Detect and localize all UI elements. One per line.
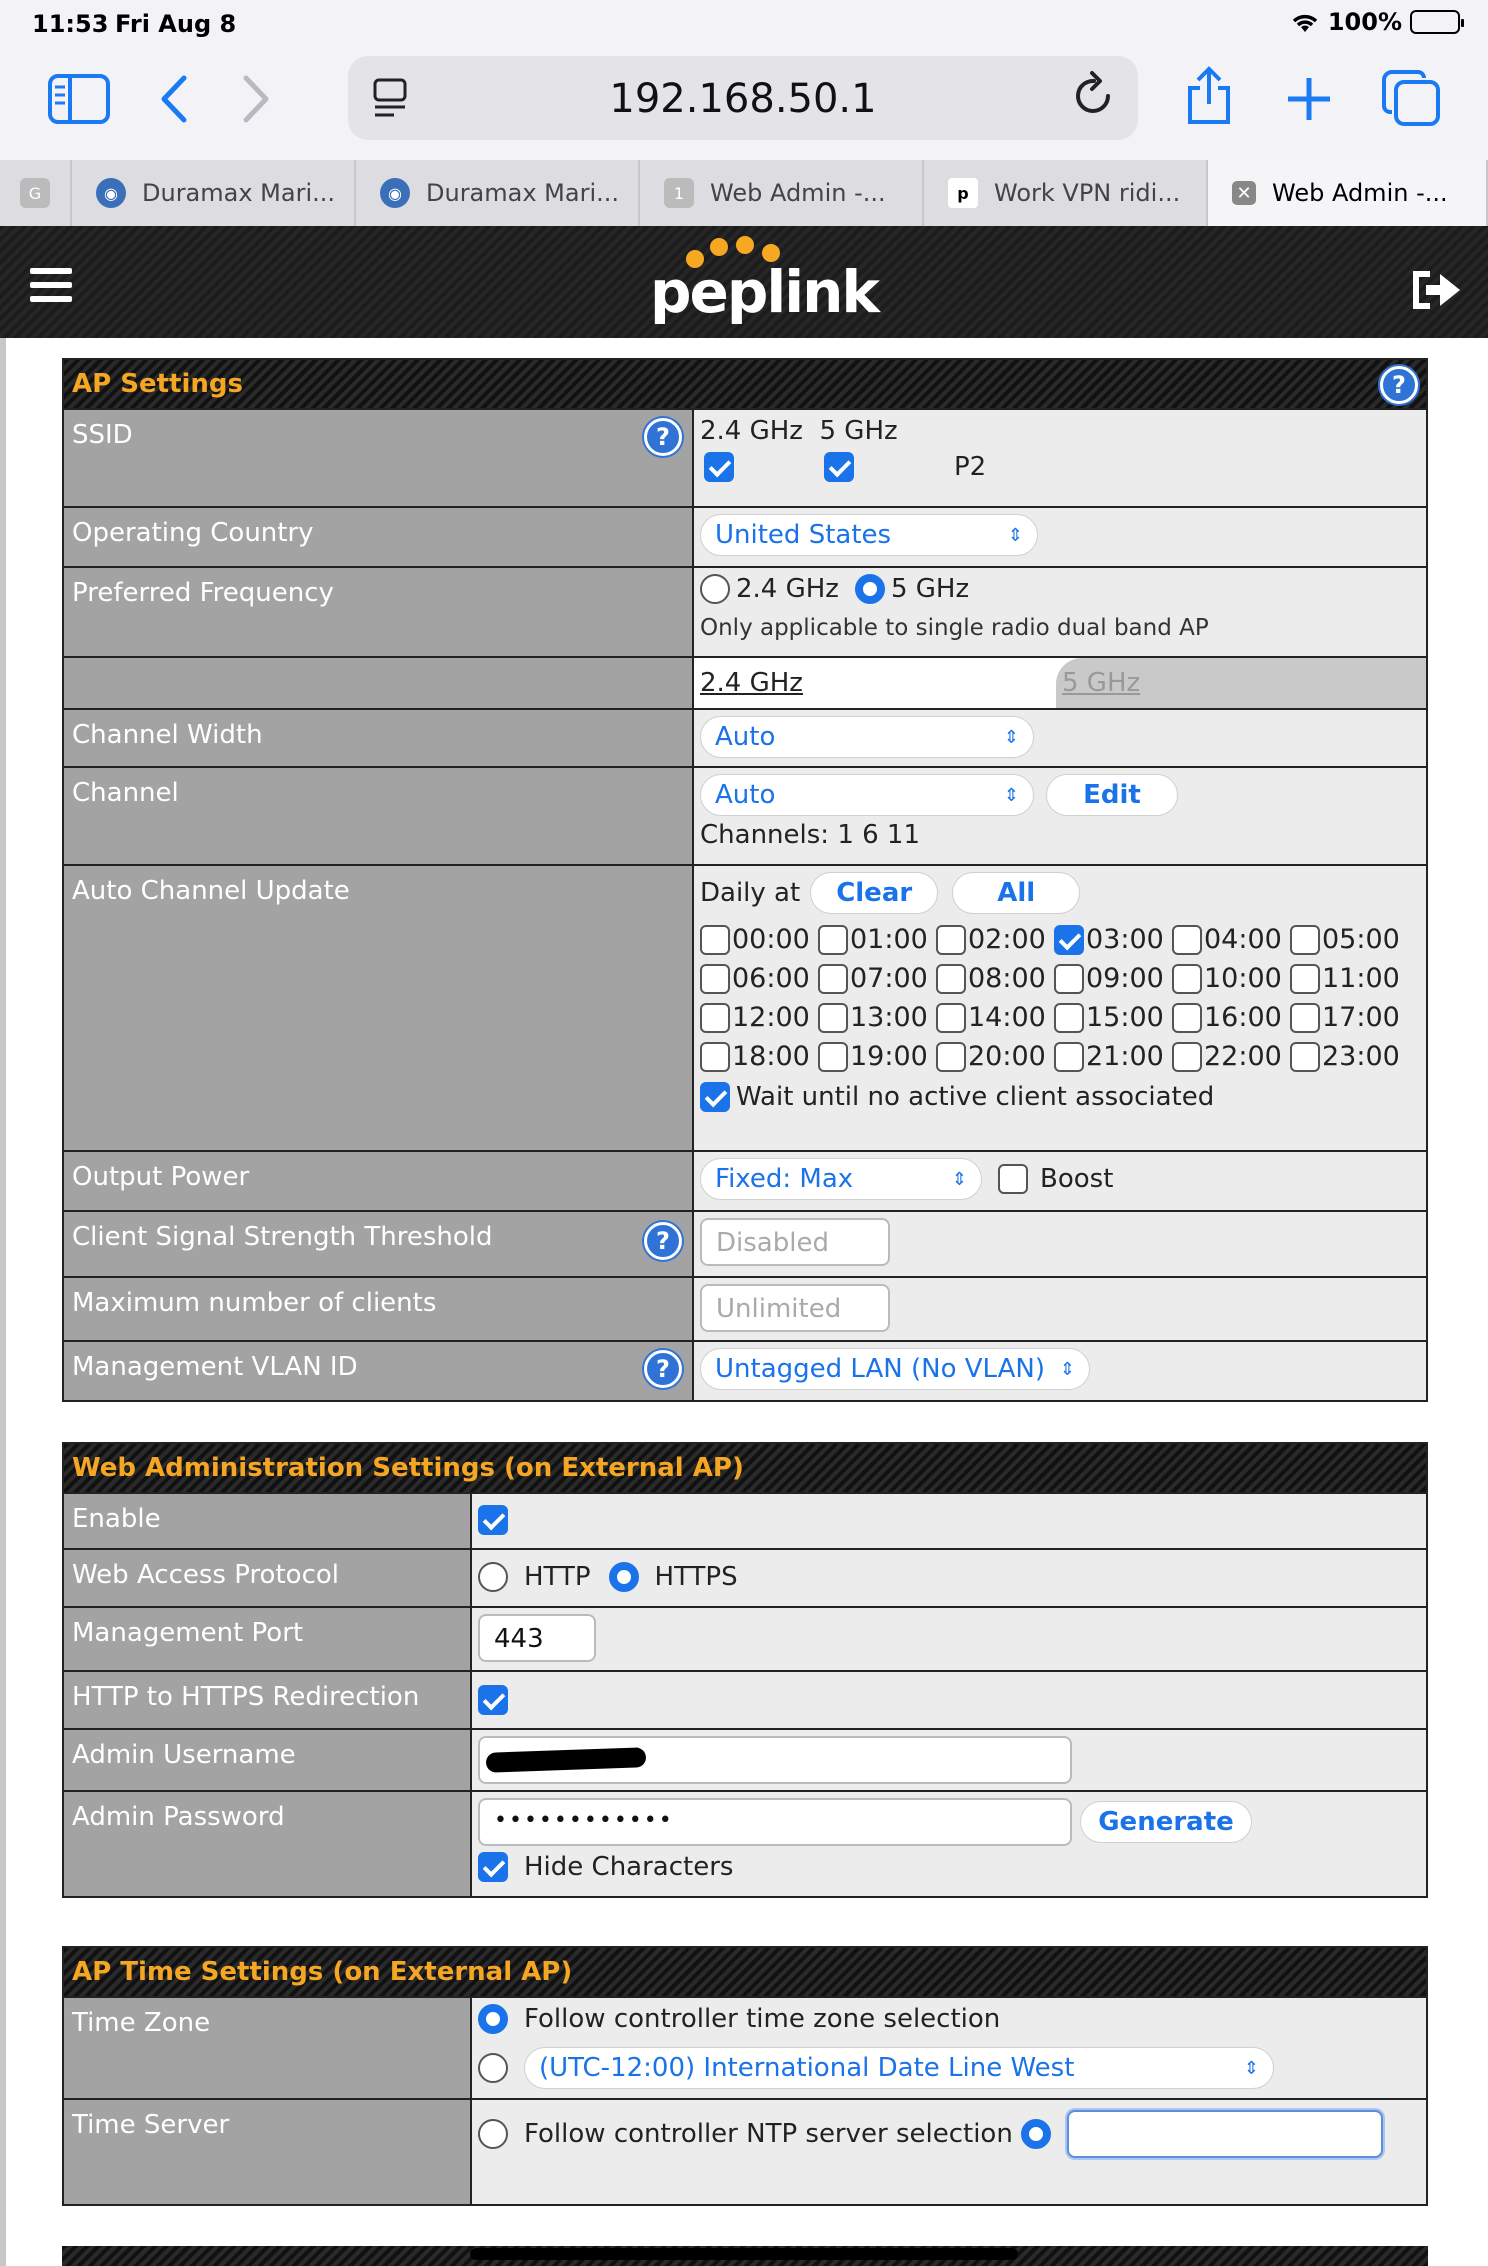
enable-row [64,1492,1426,1548]
hour-label: 16:00 [1204,1002,1282,1033]
hour-option[interactable] [818,1002,936,1033]
share-icon[interactable] [1184,66,1234,126]
ssid-row: SSID ? 2.4 GHz 5 GHz P2 [64,408,1426,506]
help-icon[interactable]: ? [644,1222,682,1260]
hour-option[interactable] [1172,1041,1290,1072]
hour-grid [700,924,1420,1072]
timezone-label: Time Zone [64,1998,472,2098]
channel-width-row [64,708,1426,766]
hour-label: 17:00 [1322,1002,1400,1033]
ssid-24ghz-checkbox[interactable] [704,452,734,482]
hour-option[interactable] [936,963,1054,994]
close-icon[interactable]: ✕ [1232,181,1256,205]
follow-ntp-radio[interactable] [478,2119,508,2149]
hour-label: 07:00 [850,963,928,994]
peplink-icon: p [948,178,978,208]
username-label: Admin Username [64,1730,472,1790]
web-admin-section [62,1442,1428,1898]
hour-checkbox[interactable] [700,925,730,955]
hour-label: 00:00 [732,924,810,955]
port-input[interactable]: 443 [478,1614,596,1662]
hour-option[interactable] [1290,1041,1408,1072]
hamburger-menu-icon[interactable] [30,268,72,302]
auto-channel-row: Auto Channel Update Daily at Clear All 00:00 01:00 02:00 03:00 04:00 05:00 06:00 07:00 08:00 09:00 10:00 11:00 12:00 13:00 14:00 15:00 16:00 17:00 18:00 19:00 20:00 21:00 22:00 23:00 Wait until no active client associated [64,864,1426,1150]
status-date: Fri Aug 8 [115,10,237,38]
back-icon[interactable] [158,74,188,124]
country-select[interactable]: United States ⇕ [700,514,1038,556]
hour-option[interactable] [1054,1002,1172,1033]
hour-option[interactable] [936,924,1054,955]
hour-option[interactable] [1172,963,1290,994]
ssid-name: P2 [954,452,987,482]
home-indicator [470,2248,1018,2260]
new-tab-icon[interactable] [1284,74,1334,124]
hour-checkbox[interactable] [1172,964,1202,994]
hour-option[interactable] [700,924,818,955]
hour-label: 15:00 [1086,1002,1164,1033]
hour-checkbox[interactable] [936,964,966,994]
hour-checkbox[interactable] [1054,925,1084,955]
protocol-row: Web Access Protocol HTTP HTTPS [64,1548,1426,1606]
hour-option[interactable] [818,924,936,955]
ap-settings-section [62,358,1428,1402]
hour-checkbox[interactable] [1054,1003,1084,1033]
country-row [64,506,1426,566]
channel-select[interactable]: Auto ⇕ [700,774,1034,816]
redirect-checkbox[interactable] [478,1685,508,1715]
hour-checkbox[interactable] [818,925,848,955]
password-row: Admin Password •••••••••••• Generate Hide Characters [64,1790,1426,1896]
wifi-icon [1290,10,1320,34]
section-title: Web Administration Settings (on External AP) [72,1453,744,1483]
all-button[interactable]: All [952,872,1080,914]
hour-label: 06:00 [732,963,810,994]
redaction-mark [486,1747,647,1773]
hour-checkbox[interactable] [818,1003,848,1033]
hour-option[interactable] [700,963,818,994]
hour-checkbox[interactable] [818,1042,848,1072]
hour-option[interactable] [936,1002,1054,1033]
globe-icon: ◉ [96,178,126,208]
chevron-updown-icon: ⇕ [1007,524,1023,546]
auto-channel-label: Auto Channel Update [64,866,694,1150]
hour-checkbox[interactable] [1172,925,1202,955]
pref-freq-row: Preferred Frequency 2.4 GHz 5 GHz Only applicable to single radio dual band AP [64,566,1426,656]
wait-checkbox[interactable] [700,1082,730,1112]
mgmt-vlan-row [64,1340,1426,1400]
hour-label: 22:00 [1204,1041,1282,1072]
freq-24ghz-radio[interactable] [700,574,730,604]
hour-checkbox[interactable] [1290,1042,1320,1072]
hour-checkbox[interactable] [1172,1003,1202,1033]
hour-option[interactable] [1054,963,1172,994]
hour-label: 21:00 [1086,1041,1164,1072]
max-clients-row [64,1276,1426,1340]
username-row [64,1728,1426,1790]
hour-option[interactable] [1290,963,1408,994]
hour-label: 08:00 [968,963,1046,994]
reload-icon[interactable] [1074,70,1114,118]
ntp-server-input[interactable] [1067,2110,1383,2158]
hour-option[interactable] [1172,1002,1290,1033]
max-clients-input[interactable]: Unlimited [700,1284,890,1332]
hour-option[interactable] [936,1041,1054,1072]
output-power-row: Output Power Fixed: Max ⇕ Boost [64,1150,1426,1210]
hour-checkbox[interactable] [818,964,848,994]
band-tab-5ghz[interactable]: 5 GHz [1056,658,1426,708]
chevron-updown-icon: ⇕ [951,1168,967,1190]
redirect-row [64,1670,1426,1728]
hour-checkbox[interactable] [700,1042,730,1072]
hour-checkbox[interactable] [1290,1003,1320,1033]
enable-checkbox[interactable] [478,1505,508,1535]
globe-icon: ◉ [380,178,410,208]
hour-label: 11:00 [1322,963,1400,994]
time-server-label: Time Server [64,2100,472,2204]
status-bar [0,0,1488,48]
hour-label: 14:00 [968,1002,1046,1033]
band-tabs-row [64,656,1426,708]
hour-checkbox[interactable] [1054,1042,1084,1072]
custom-timezone-radio[interactable] [478,2053,508,2083]
hour-label: 10:00 [1204,963,1282,994]
hour-label: 01:00 [850,924,928,955]
help-icon[interactable]: ? [644,1350,682,1388]
redirect-label: HTTP to HTTPS Redirection [64,1672,472,1728]
hour-label: 20:00 [968,1041,1046,1072]
tab-web-admin-1[interactable]: 1 Web Admin -... [640,160,924,226]
timezone-row: Time Zone Follow controller time zone selection (UTC-12:00) International Date Line West ⇕ [64,1996,1426,2098]
hour-option[interactable] [1290,1002,1408,1033]
hour-option[interactable] [818,963,936,994]
password-label: Admin Password [64,1792,472,1896]
hour-option[interactable] [700,1002,818,1033]
hour-label: 02:00 [968,924,1046,955]
battery-icon [1410,10,1460,34]
status-time: 11:53 [32,10,109,38]
pref-freq-label: Preferred Frequency [64,568,694,656]
max-clients-label: Maximum number of clients [64,1278,694,1340]
hour-checkbox[interactable] [1290,964,1320,994]
hour-checkbox[interactable] [936,925,966,955]
logo-text: peplink [650,258,878,326]
signal-threshold-label: Client Signal Strength Threshold [72,1222,493,1252]
port-label: Management Port [64,1608,472,1670]
hour-option[interactable] [1054,1041,1172,1072]
generate-button[interactable]: Generate [1080,1801,1252,1843]
url-text: 192.168.50.1 [609,76,877,122]
channel-label: Channel [64,768,694,864]
hour-label: 13:00 [850,1002,928,1033]
hour-label: 18:00 [732,1041,810,1072]
hour-checkbox[interactable] [700,964,730,994]
hour-label: 09:00 [1086,963,1164,994]
boost-checkbox[interactable] [998,1164,1028,1194]
pref-freq-note: Only applicable to single radio dual band AP [700,615,1209,641]
hour-label: 04:00 [1204,924,1282,955]
signal-threshold-input[interactable]: Disabled [700,1218,890,1266]
hour-checkbox[interactable] [1290,925,1320,955]
chevron-updown-icon: ⇕ [1003,784,1019,806]
tab-strip [0,160,1488,226]
section-title: AP Time Settings (on External AP) [72,1957,573,1987]
password-input[interactable]: •••••••••••• [478,1798,1072,1846]
output-power-label: Output Power [64,1152,694,1210]
hour-checkbox[interactable] [700,1003,730,1033]
chevron-updown-icon: ⇕ [1059,1358,1075,1380]
app-header [0,226,1488,338]
tab-google[interactable] [0,160,72,226]
tabs-overview-icon[interactable] [1382,70,1442,128]
hour-option[interactable] [1290,924,1408,955]
time-settings-section [62,1946,1428,2206]
follow-timezone-radio[interactable] [478,2004,508,2034]
sidebar-icon[interactable] [48,74,110,124]
channel-edit-button[interactable]: Edit [1046,774,1178,816]
logout-icon[interactable] [1410,270,1462,310]
page-content [0,338,1488,2266]
port-row [64,1606,1426,1670]
band-tab-24ghz[interactable]: 2.4 GHz [694,658,1056,708]
enable-label: Enable [64,1494,472,1548]
hour-checkbox[interactable] [936,1003,966,1033]
signal-threshold-row [64,1210,1426,1276]
hour-label: 19:00 [850,1041,928,1072]
http-radio[interactable] [478,1562,508,1592]
time-server-row: Time Server Follow controller NTP server selection [64,2098,1426,2204]
username-input[interactable] [478,1736,1072,1784]
tab-web-admin-active[interactable]: ✕ Web Admin -... [1208,160,1488,226]
battery-percent: 100% [1327,8,1402,36]
freq-5ghz-radio[interactable] [855,574,885,604]
address-bar[interactable] [348,56,1138,140]
hour-checkbox[interactable] [1054,964,1084,994]
protocol-label: Web Access Protocol [64,1550,472,1606]
country-label: Operating Country [64,508,694,566]
clear-button[interactable]: Clear [810,872,938,914]
tab-duramax-2[interactable]: ◉ Duramax Mari... [356,160,640,226]
hour-label: 05:00 [1322,924,1400,955]
hour-option[interactable] [1054,924,1172,955]
hour-label: 23:00 [1322,1041,1400,1072]
forward-icon[interactable] [242,74,272,124]
one-icon: 1 [664,178,694,208]
chevron-updown-icon: ⇕ [1003,726,1019,748]
ssid-5ghz-checkbox[interactable] [824,452,854,482]
section-title: AP Settings [72,369,243,399]
channel-width-select[interactable]: Auto ⇕ [700,716,1034,758]
hour-option[interactable] [1172,924,1290,955]
channels-list: Channels: 1 6 11 [700,820,921,850]
custom-ntp-radio[interactable] [1021,2119,1051,2149]
hour-option[interactable] [818,1041,936,1072]
google-icon: G [20,178,50,208]
tab-duramax-1[interactable]: ◉ Duramax Mari... [72,160,356,226]
help-icon[interactable]: ? [644,418,682,456]
help-icon[interactable]: ? [1380,366,1418,404]
ssid-label: SSID [72,420,133,450]
channel-row [64,766,1426,864]
timezone-select[interactable]: (UTC-12:00) International Date Line West ⇕ [524,2047,1274,2089]
browser-toolbar [0,48,1488,160]
hour-option[interactable] [700,1041,818,1072]
output-power-select[interactable]: Fixed: Max ⇕ [700,1158,982,1200]
hour-label: 03:00 [1086,924,1164,955]
tab-work-vpn[interactable]: p Work VPN ridi... [924,160,1208,226]
chevron-updown-icon: ⇕ [1243,2057,1259,2079]
hour-label: 12:00 [732,1002,810,1033]
hide-characters-checkbox[interactable] [478,1852,508,1882]
https-radio[interactable] [609,1562,639,1592]
mgmt-vlan-label: Management VLAN ID [72,1352,358,1382]
mgmt-vlan-select[interactable]: Untagged LAN (No VLAN) ⇕ [700,1348,1090,1390]
peplink-logo [650,234,878,334]
channel-width-label: Channel Width [64,710,694,766]
hour-checkbox[interactable] [1172,1042,1202,1072]
hour-checkbox[interactable] [936,1042,966,1072]
